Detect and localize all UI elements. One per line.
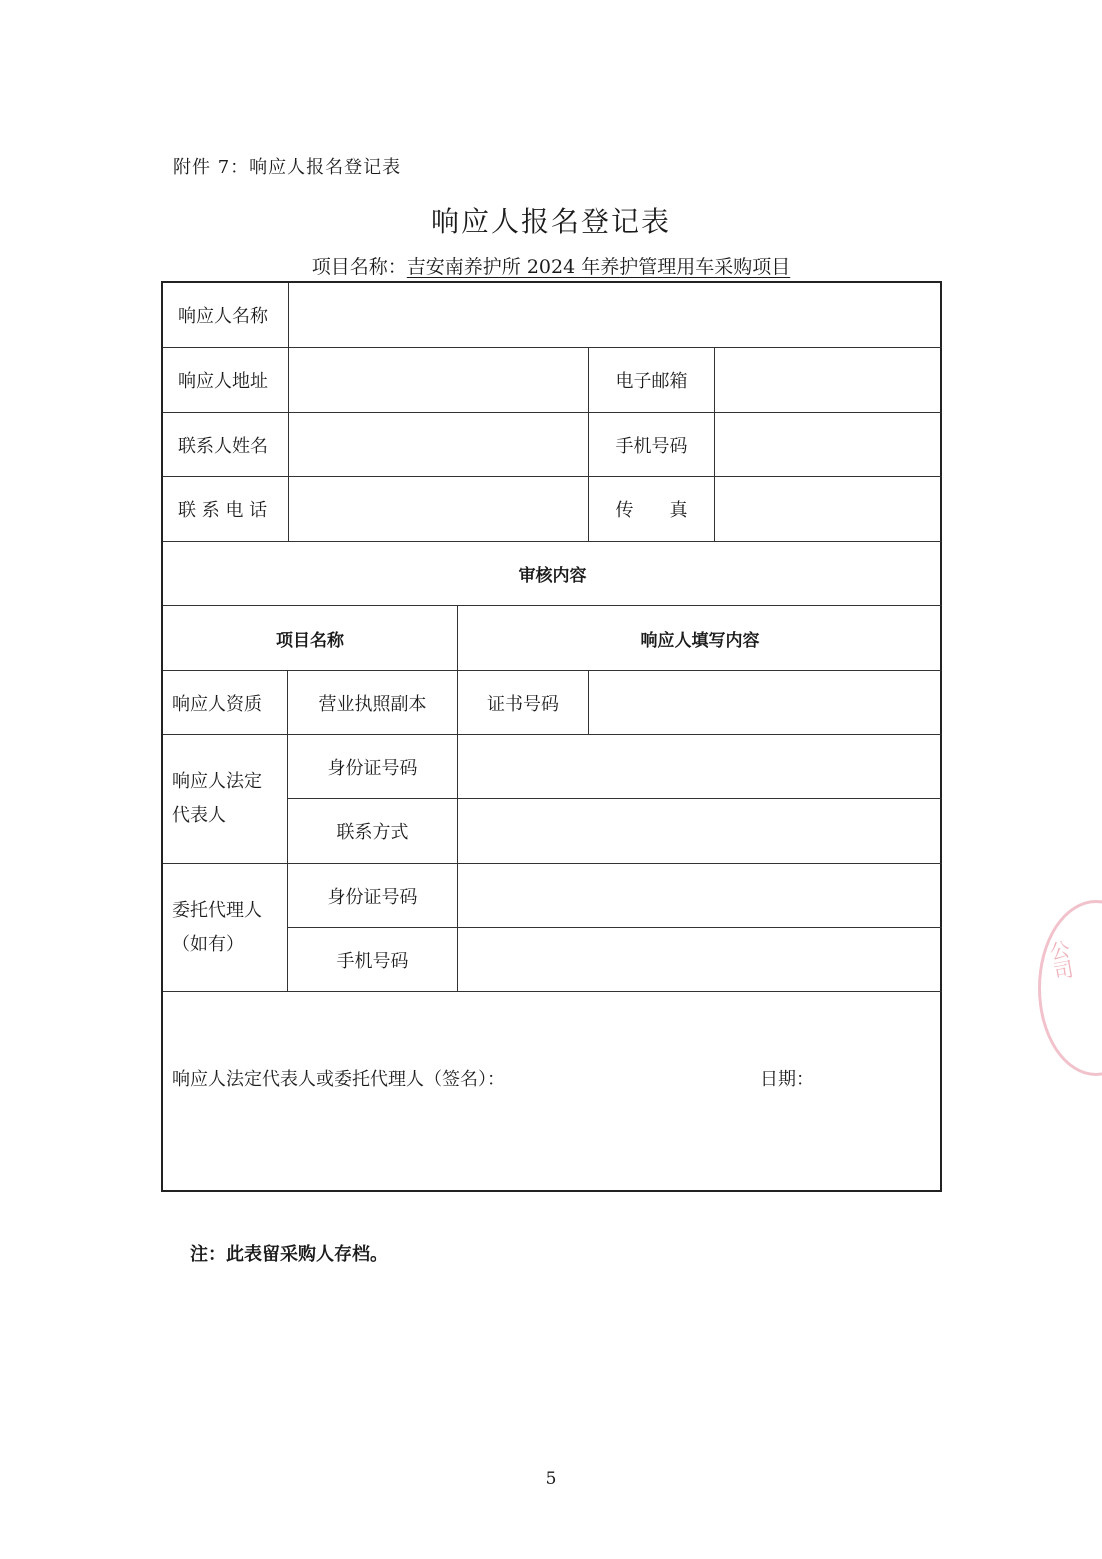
label-legal-representative bbox=[172, 735, 262, 863]
review-header: 审核内容 bbox=[518, 566, 587, 586]
legal-rep-line2: 代表人 bbox=[172, 805, 226, 826]
label-authorized-agent bbox=[172, 864, 262, 991]
project-value: 吉安南养护所 2024 年养护管理用车采购项目 bbox=[406, 256, 791, 278]
agent-mobile-field[interactable] bbox=[458, 928, 942, 991]
legal-rep-id-field[interactable] bbox=[458, 735, 942, 798]
registration-form bbox=[161, 281, 942, 1192]
company-seal bbox=[1038, 900, 1102, 1076]
label-contact-phone: 联 系 电 话 bbox=[178, 500, 268, 521]
label-agent-id-number: 身份证号码 bbox=[327, 886, 418, 908]
contact-name-field[interactable] bbox=[289, 413, 588, 476]
label-contact-name: 联系人姓名 bbox=[178, 435, 268, 457]
agent-line1: 委托代理人 bbox=[172, 899, 262, 921]
mobile-field[interactable] bbox=[715, 413, 942, 476]
label-certificate-number: 证书号码 bbox=[487, 693, 559, 715]
agent-line2: （如有） bbox=[172, 933, 244, 955]
email-field[interactable] bbox=[715, 348, 942, 412]
legal-rep-contact-field[interactable] bbox=[458, 799, 942, 863]
fill-content-header: 响应人填写内容 bbox=[640, 630, 760, 651]
label-respondent-address: 响应人地址 bbox=[178, 371, 268, 392]
legal-rep-line1: 响应人法定 bbox=[172, 771, 262, 792]
item-name-header: 项目名称 bbox=[276, 630, 344, 651]
signature-area[interactable] bbox=[163, 992, 942, 1190]
project-line bbox=[0, 252, 1102, 279]
footnote: 注：此表留采购人存档。 bbox=[190, 1244, 388, 1265]
label-respondent-name: 响应人名称 bbox=[178, 306, 268, 327]
date-label: 日期： bbox=[760, 1069, 814, 1090]
label-business-license-copy: 营业执照副本 bbox=[318, 693, 427, 715]
label-fax: 传 真 bbox=[615, 500, 688, 521]
attachment-label: 附件 7：响应人报名登记表 bbox=[173, 157, 402, 178]
label-contact-method: 联系方式 bbox=[336, 822, 409, 843]
label-agent-mobile: 手机号码 bbox=[336, 950, 409, 972]
label-id-number: 身份证号码 bbox=[327, 757, 418, 779]
label-qualification: 响应人资质 bbox=[172, 693, 262, 715]
contact-phone-field[interactable] bbox=[289, 477, 588, 541]
project-label: 项目名称： bbox=[311, 256, 407, 278]
label-email: 电子邮箱 bbox=[615, 371, 688, 392]
label-mobile: 手机号码 bbox=[615, 435, 688, 457]
respondent-address-field[interactable] bbox=[289, 348, 588, 412]
fax-field[interactable] bbox=[715, 477, 942, 541]
respondent-name-field[interactable] bbox=[289, 283, 942, 347]
certificate-number-field[interactable] bbox=[589, 671, 942, 734]
form-title: 响应人报名登记表 bbox=[430, 205, 671, 238]
seal-text: 公司 bbox=[1044, 938, 1076, 982]
signature-label: 响应人法定代表人或委托代理人（签名）： bbox=[172, 1069, 505, 1090]
agent-id-field[interactable] bbox=[458, 864, 942, 927]
page-number: 5 bbox=[545, 1469, 557, 1489]
